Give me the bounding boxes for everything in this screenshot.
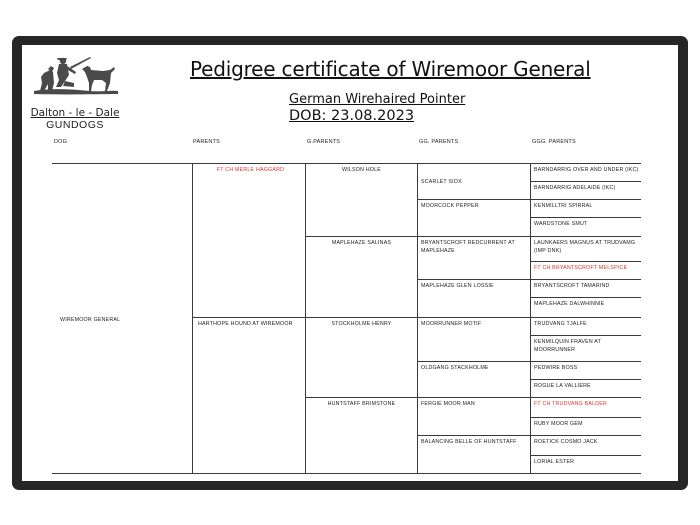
certificate-sheet [22,45,678,481]
row-divider [530,455,641,456]
parent-name: FT CH MERLE HAGGARD [216,167,285,173]
column-divider [305,163,306,473]
column-header-dog: DOG [54,139,68,145]
date-of-birth: DOB: 23.08.2023 [289,108,415,124]
row-divider [530,379,641,380]
ggg-parent-name: FT CH BRYANTSCROFT MELSPICE [534,265,628,271]
dog-name: WIREMOOR GENERAL [60,317,121,323]
ggg-parent-name: PEDWIRE BOSS [534,365,578,371]
column-divider [192,163,193,473]
table-bottom-rule [52,473,641,474]
breed-name: German Wirehaired Pointer [289,92,466,107]
kennel-name: Dalton - le - Dale [30,107,120,119]
column-divider [530,163,531,473]
gg-parent-name: BALANCING BELLE OF HUNTSTAFF [421,439,517,445]
ggg-parent-name: ROETICK COSMO JACK [534,439,598,445]
column-header-grandparents: G.PARENTS [307,139,341,145]
ggg-parent-name: TRUDVANG TJALFE [534,321,587,327]
gg-parent-name: MAPLEHAZE GLEN LOSSIE [421,283,494,289]
gg-parent-name: BRYANTSCROFT REDCURRENT AT MAPLEHAZE [421,240,515,254]
ggg-parent-name: KENMILQUIN FRAVEN AT MOORRUNNER [534,339,601,353]
row-divider [530,417,641,418]
row-divider [417,361,641,362]
row-divider [530,261,641,262]
row-divider [417,279,641,280]
grandparent-name: STOCKHOLME HENRY [331,321,392,327]
row-divider [530,217,641,218]
row-divider [530,297,641,298]
header-divider [52,163,641,164]
row-divider [530,335,641,336]
row-divider [530,181,641,182]
gg-parent-name: MOORRUNNER MOTIF [421,321,482,327]
ggg-parent-name: ROGUE LA VALLIERE [534,383,591,389]
ggg-parent-name: FT CH TRUDVANG BALDER [534,401,608,407]
kennel-subtitle: GUNDOGS [46,119,104,131]
grandparent-name: WILSON HOLE [342,167,381,173]
gg-parent-name: FERGIE MOOR MAN [421,401,475,407]
gg-parent-name: OLDGANG STACKHOLME [421,365,489,371]
column-header-gg-parents: GG. PARENTS [419,139,459,145]
gg-parent-name: SCARLET SIOX [421,179,462,185]
ggg-parent-name: KENMILLTRI SPIRRAL [534,203,593,209]
grandparent-name: MAPLEHAZE SALINAS [331,240,392,246]
row-divider [417,199,641,200]
ggg-parent-name: WARDSTONE SMUT [534,221,588,227]
ggg-parent-name: LAUNKAERS MAGNUS AT TRUDVAMG (IMP DNK) [534,240,636,254]
row-divider [305,397,641,398]
ggg-parent-name: LORIAL ESTER [534,459,575,465]
gg-parent-name: MOORCOCK PEPPER [421,203,479,209]
column-header-parents: PARENTS [193,139,220,145]
row-divider [192,317,641,318]
grandparent-name: HUNTSTAFF BRIMSTONE [327,401,396,407]
row-divider [417,435,641,436]
parent-name: HARTHOPE HOUND AT WIREMOOR [198,321,293,327]
column-divider [417,163,418,473]
ggg-parent-name: BRYANTSCROFT TAMARIND [534,283,610,289]
ggg-parent-name: MAPLEHAZE DALWHINNIE [534,301,605,307]
pedigree-table [22,45,678,481]
column-header-ggg-parents: GGG. PARENTS [532,139,576,145]
ggg-parent-name: BARNDARRIG OVER AND UNDER (IKC) [534,167,639,173]
certificate-title: Pedigree certificate of Wiremoor General [190,57,591,81]
row-divider [305,236,641,237]
ggg-parent-name: RUBY MOOR GEM [534,421,583,427]
ggg-parent-name: BARNDARRIG ADELAIDE (IKC) [534,185,616,191]
